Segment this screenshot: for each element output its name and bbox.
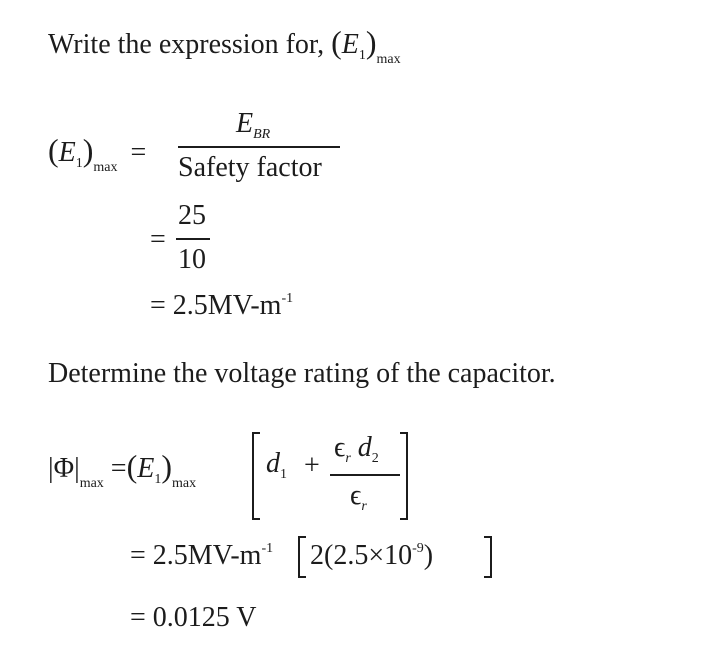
d1-term	[266, 448, 287, 480]
epsilon-subscript: r	[345, 451, 351, 466]
max-subscript: max	[172, 476, 197, 491]
eq5-inner	[310, 540, 433, 572]
max-subscript: max	[93, 160, 118, 175]
phi-abs: |Φ|	[48, 453, 80, 484]
d-subscript: 1	[280, 467, 287, 482]
paren-close: )	[82, 132, 94, 168]
step2-text: Determine the voltage rating of the capacitor.	[48, 358, 556, 389]
d-symbol: d	[357, 432, 372, 463]
paren-close: )	[365, 24, 377, 60]
eq5-superscript: -1	[261, 541, 274, 556]
ebr-symbol: E	[236, 108, 254, 139]
paren-close: )	[161, 448, 173, 484]
intro-line	[48, 24, 401, 67]
left-bracket	[252, 432, 260, 520]
epsilon-symbol: ϵ	[334, 432, 346, 463]
epsilon-subscript: r	[361, 499, 367, 514]
d-symbol: d	[266, 448, 280, 479]
eq1-lhs	[48, 132, 147, 175]
paren-open: (	[331, 24, 342, 60]
eq5-inner-superscript: -9	[412, 541, 424, 556]
eq2-denominator: 10	[178, 244, 206, 275]
eq3-line	[150, 290, 293, 322]
eq4-fraction-bar	[330, 474, 400, 476]
equals-sign: =	[130, 137, 147, 168]
e-subscript: 1	[154, 472, 162, 487]
eq1-denominator: Safety factor	[178, 152, 322, 183]
epsilon-symbol: ϵ	[350, 480, 362, 511]
eq1-numerator	[236, 108, 270, 140]
eq2-equals: =	[150, 224, 166, 255]
eq5-text: = 2.5MV-m	[130, 540, 262, 571]
equals-sign: =	[110, 453, 127, 484]
eq1-fraction-bar	[178, 146, 340, 148]
eq4-denominator	[350, 480, 367, 512]
paren-open: (	[126, 448, 138, 484]
eq2-numerator: 25	[178, 200, 206, 231]
eq6-line: = 0.0125 V	[130, 602, 257, 633]
eq3-superscript: -1	[281, 291, 294, 306]
right-bracket	[484, 536, 492, 578]
left-bracket	[298, 536, 306, 578]
eq3-text: = 2.5MV-m	[150, 290, 282, 321]
plus-sign: +	[304, 450, 320, 481]
br-subscript: BR	[253, 127, 271, 142]
d-subscript: 2	[371, 451, 379, 466]
eq4-lhs	[48, 448, 197, 491]
eq2-fraction-bar	[176, 238, 210, 240]
e-subscript: 1	[75, 156, 83, 171]
e-subscript: 1	[358, 48, 366, 63]
max-subscript: max	[79, 476, 104, 491]
paren-open: (	[48, 132, 59, 168]
e-symbol: E	[341, 29, 359, 60]
max-subscript: max	[376, 52, 401, 67]
intro-text: Write the expression for,	[48, 29, 332, 60]
eq4-numerator	[334, 432, 379, 464]
eq5-inner-text: 2(2.5×10	[310, 540, 413, 571]
e-symbol: E	[58, 137, 76, 168]
eq5-line	[130, 540, 273, 572]
eq5-inner-close: )	[423, 540, 434, 571]
e-symbol: E	[137, 453, 155, 484]
right-bracket	[400, 432, 408, 520]
